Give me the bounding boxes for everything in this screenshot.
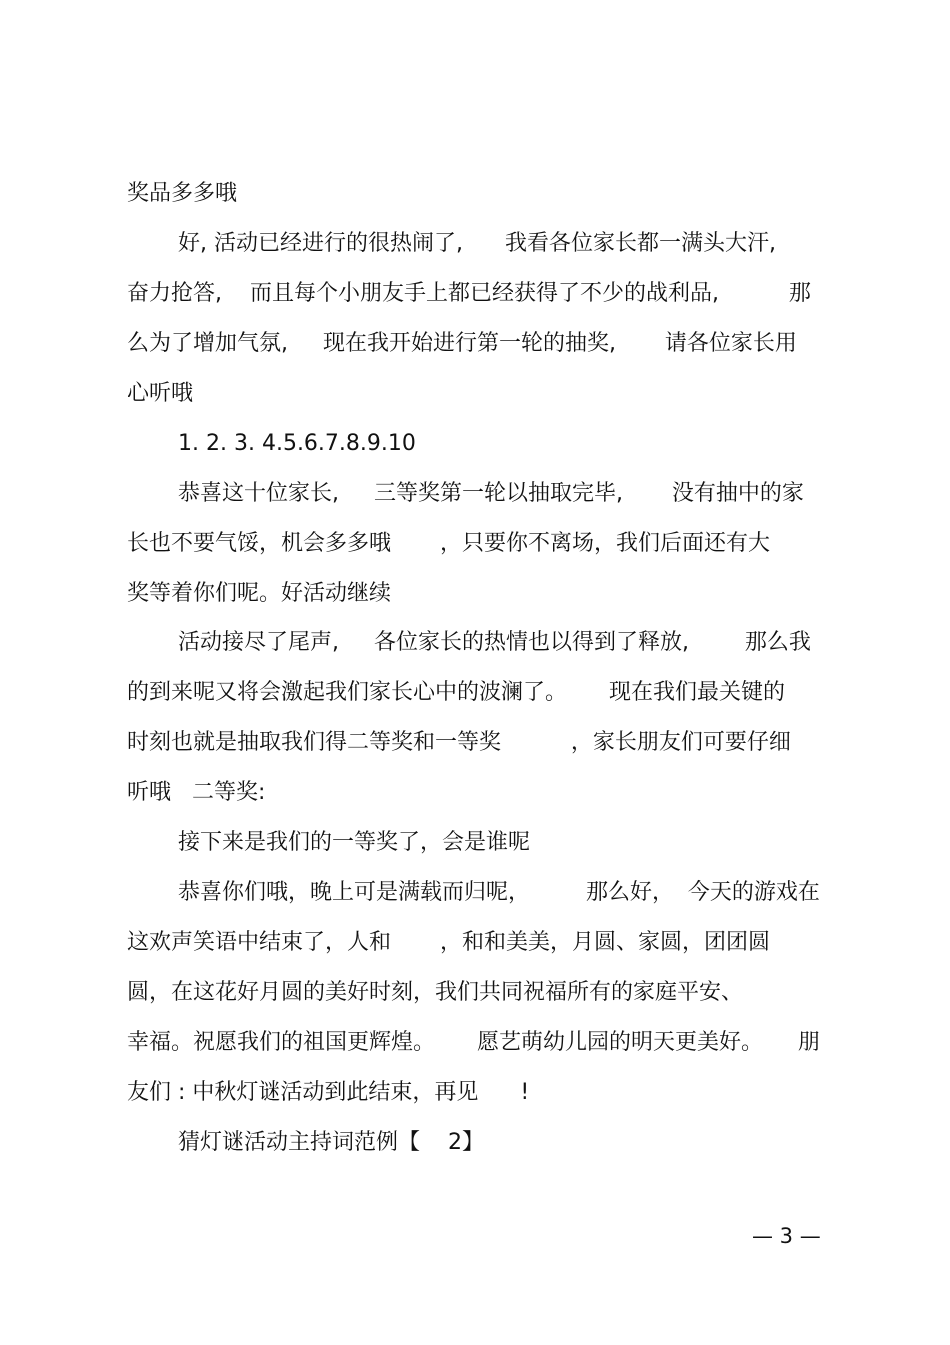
paragraph-4-line-1: 接下来是我们的一等奖了，会是谁呢 <box>178 830 531 855</box>
number-sequence: 1. 2. 3. 4.5.6.7.8.9.10 <box>178 431 416 456</box>
paragraph-5-line-3: 圆，在这花好月圆的美好时刻，我们共同祝福所有的家庭平安、 <box>127 980 744 1005</box>
paragraph-1-line-2: 奋力抢答, 而且每个小朋友手上都已经获得了不少的战利品, 那 <box>127 281 811 306</box>
paragraph-2-line-3: 奖等着你们呢。好活动继续 <box>127 581 392 606</box>
paragraph-5-line-4: 幸福。祝愿我们的祖国更辉煌。 愿艺萌幼儿园的明天更美好。 朋 <box>127 1030 820 1055</box>
text-line-1: 奖品多多哦 <box>127 181 238 206</box>
page-number: — 3 — <box>752 1224 821 1248</box>
paragraph-3-line-3: 时刻也就是抽取我们得二等奖和一等奖 ，家长朋友们可要仔细 <box>127 730 791 755</box>
paragraph-5-line-2: 这欢声笑语中结束了，人和 ，和和美美，月圆、家圆，团团圆 <box>127 930 770 955</box>
paragraph-3-line-2: 的到来呢又将会激起我们家长心中的波澜了。 现在我们最关键的 <box>127 680 785 705</box>
paragraph-1-line-1: 好, 活动已经进行的很热闹了, 我看各位家长都一满头大汗, <box>178 231 776 256</box>
paragraph-5-line-5: 友们 : 中秋灯谜活动到此结束，再见 ! <box>127 1080 530 1105</box>
paragraph-3-line-4: 听哦 二等奖: <box>127 780 266 805</box>
paragraph-1-line-3: 么为了增加气氛, 现在我开始进行第一轮的抽奖, 请各位家长用 <box>127 331 797 356</box>
section-heading: 猜灯谜活动主持词范例【 2】 <box>178 1130 484 1155</box>
paragraph-2-line-1: 恭喜这十位家长, 三等奖第一轮以抽取完毕, 没有抽中的家 <box>178 481 804 506</box>
paragraph-2-line-2: 长也不要气馁，机会多多哦 ，只要你不离场，我们后面还有大 <box>127 531 770 556</box>
paragraph-5-line-1: 恭喜你们哦，晚上可是满载而归呢， 那么好， 今天的游戏在 <box>178 880 820 905</box>
paragraph-3-line-1: 活动接尽了尾声, 各位家长的热情也以得到了释放, 那么我 <box>178 630 811 655</box>
paragraph-1-line-4: 心听哦 <box>127 381 194 406</box>
